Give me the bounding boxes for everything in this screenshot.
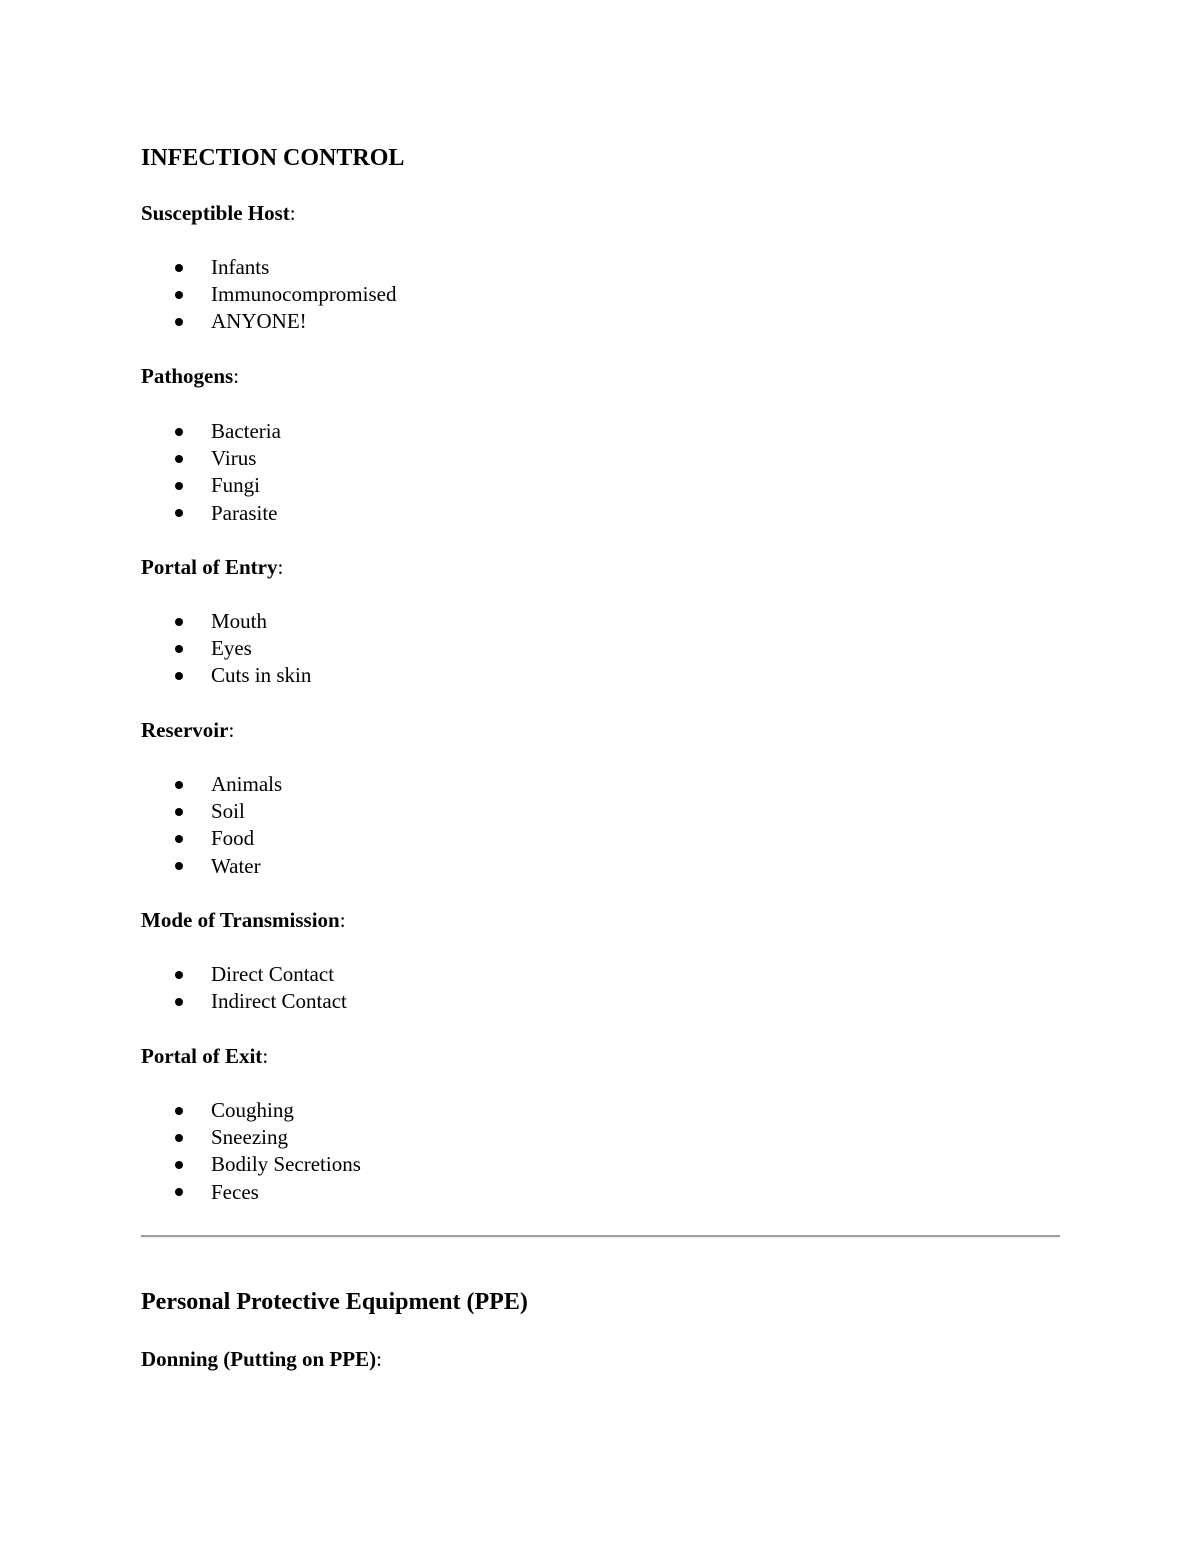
horizontal-divider [141, 1235, 1060, 1238]
section-heading-label: Portal of Exit [141, 1044, 263, 1068]
section-heading-colon: : [228, 718, 235, 742]
bullet-icon [175, 455, 183, 463]
list-item-text: Bodily Secretions [211, 1152, 361, 1177]
list-item [141, 853, 282, 880]
list-item-text: Parasite [211, 500, 278, 525]
bullet-list-reservoir [141, 771, 282, 880]
bullet-icon [175, 1161, 183, 1169]
list-item [141, 472, 281, 499]
bullet-icon [175, 1134, 183, 1142]
list-item-text: Soil [211, 799, 245, 824]
list-item-text: Eyes [211, 636, 252, 661]
bullet-list-portal-of-exit [141, 1097, 361, 1206]
list-item [141, 254, 396, 281]
list-item [141, 500, 281, 527]
list-item [141, 988, 347, 1015]
section-heading-label: Mode of Transmission [141, 908, 340, 932]
bullet-icon [175, 1188, 183, 1196]
bullet-list-pathogens [141, 418, 281, 527]
list-item-text: ANYONE! [211, 309, 307, 334]
list-item [141, 825, 282, 852]
bullet-icon [175, 482, 183, 490]
bullet-icon [175, 781, 183, 789]
bullet-icon [175, 998, 183, 1006]
bullet-icon [175, 971, 183, 979]
list-item-text: Mouth [211, 609, 268, 633]
bullet-icon [175, 1107, 183, 1115]
list-item [141, 445, 281, 472]
list-item-text: Fungi [211, 473, 261, 498]
bullet-icon [175, 672, 183, 680]
list-item-text: Feces [211, 1179, 259, 1204]
section-heading-label: Portal of Entry [141, 555, 278, 579]
list-item [141, 635, 311, 662]
list-item [141, 961, 347, 988]
list-item [141, 798, 282, 825]
section-heading-colon: : [376, 1347, 382, 1371]
bullet-list-portal-of-entry [141, 608, 311, 690]
section-heading-colon: : [339, 908, 346, 932]
section-heading-mode-of-transmission [141, 907, 346, 934]
section-heading-colon: : [277, 555, 284, 579]
list-item-text: Coughing [211, 1098, 294, 1122]
bullet-icon [175, 645, 183, 653]
list-item [141, 608, 311, 635]
list-item [141, 308, 396, 335]
list-item-text: Animals [211, 772, 283, 796]
bullet-icon [175, 318, 183, 326]
ppe-section-title: Personal Protective Equipment (PPE) [141, 1289, 528, 1315]
bullet-icon [175, 862, 183, 870]
bullet-icon [175, 509, 183, 517]
list-item-text: Direct Contact [211, 962, 335, 986]
list-item-text: Sneezing [211, 1125, 288, 1150]
list-item-text: Virus [211, 446, 257, 471]
bullet-icon [175, 428, 183, 436]
section-heading-label: Susceptible Host [141, 201, 290, 225]
list-item [141, 418, 281, 445]
bullet-icon [175, 835, 183, 843]
bullet-icon [175, 291, 183, 299]
section-heading-reservoir [141, 717, 234, 744]
list-item-text: Food [211, 826, 255, 851]
list-item [141, 1097, 361, 1124]
section-heading-pathogens [141, 363, 239, 390]
list-item [141, 771, 282, 798]
section-heading-portal-of-entry [141, 554, 283, 581]
list-item-text: Cuts in skin [211, 663, 312, 688]
list-item [141, 1151, 361, 1178]
list-item [141, 662, 311, 689]
bullet-list-susceptible-host [141, 254, 396, 336]
bullet-icon [175, 264, 183, 272]
section-heading-colon: : [233, 364, 240, 388]
section-heading-label: Reservoir [141, 718, 229, 742]
section-heading-label: Pathogens [141, 364, 234, 388]
section-heading-donning [141, 1346, 382, 1373]
bullet-list-mode-of-transmission [141, 961, 347, 1015]
section-heading-colon: : [262, 1044, 269, 1068]
list-item-text: Water [211, 853, 261, 878]
list-item [141, 1179, 361, 1206]
section-heading-portal-of-exit [141, 1043, 268, 1070]
list-item-text: Indirect Contact [211, 989, 347, 1014]
list-item-text: Bacteria [211, 419, 281, 443]
list-item-text: Immunocompromised [211, 282, 397, 307]
list-item [141, 281, 396, 308]
bullet-icon [175, 808, 183, 816]
bullet-icon [175, 618, 183, 626]
list-item [141, 1124, 361, 1151]
list-item-text: Infants [211, 255, 270, 279]
section-heading-label: Donning (Putting on PPE) [141, 1347, 377, 1371]
document-title: INFECTION CONTROL [141, 145, 405, 171]
section-heading-susceptible-host [141, 200, 296, 227]
section-heading-colon: : [289, 201, 296, 225]
